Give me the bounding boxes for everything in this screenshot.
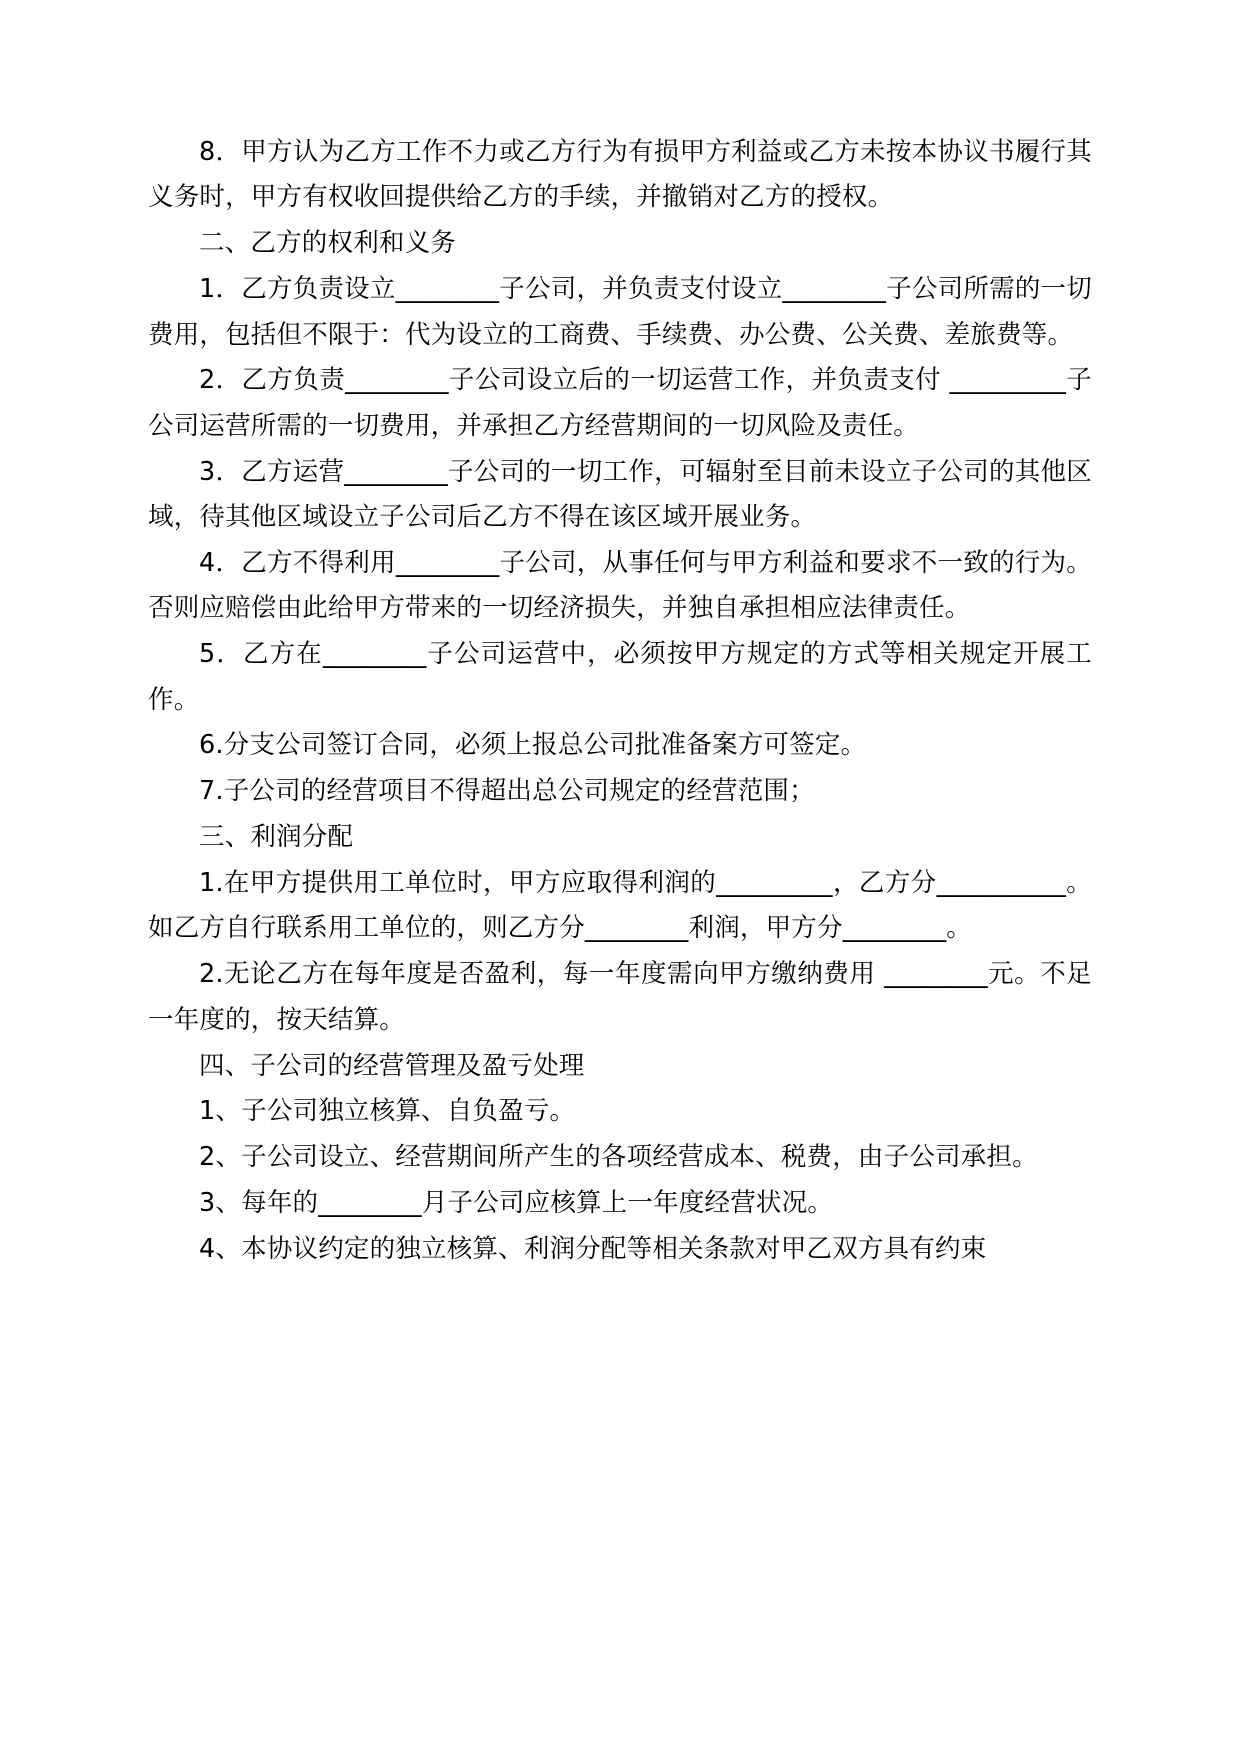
paragraph-section2-item4: 4．乙方不得利用________子公司，从事任何与甲方利益和要求不一致的行为。否则应赔偿由此给甲方带来的一切经济损失，并独自承担相应法律责任。 — [148, 547, 1092, 624]
paragraph-section4-item3: 3、每年的________月子公司应核算上一年度经营状况。 — [199, 1188, 834, 1219]
paragraph-section4-item2: 2、子公司设立、经营期间所产生的各项经营成本、税费，由子公司承担。 — [199, 1142, 1038, 1173]
paragraph-section2-item6: 6.分支公司签订合同，必须上报总公司批准备案方可签定。 — [199, 730, 867, 761]
paragraph-section2-item7: 7.子公司的经营项目不得超出总公司规定的经营范围； — [199, 776, 815, 807]
document-body — [148, 130, 1092, 1272]
paragraph-section-two-heading: 二、乙方的权利和义务 — [199, 228, 457, 259]
paragraph-section2-item5: 5．乙方在________子公司运营中，必须按甲方规定的方式等相关规定开展工作。 — [148, 639, 1092, 715]
paragraph-section2-item1: 1．乙方负责设立________子公司，并负责支付设立________子公司所需的一切费用，包括但不限于：代为设立的工商费、手续费、办公费、公关费、差旅费等。 — [148, 274, 1092, 350]
paragraph-section2-item2: 2．乙方负责________子公司设立后的一切运营工作，并负责支付 _________子公司运营所需的一切费用，并承担乙方经营期间的一切风险及责任。 — [148, 365, 1092, 441]
paragraph-section2-item3: 3．乙方运营________子公司的一切工作，可辐射至目前未设立子公司的其他区域，待其他区域设立子公司后乙方不得在该区域开展业务。 — [148, 456, 1092, 532]
paragraph-section4-item4: 4、本协议约定的独立核算、利润分配等相关条款对甲乙双方具有约束 — [199, 1234, 987, 1264]
paragraph-section-three-heading: 三、利润分配 — [199, 822, 354, 853]
paragraph-section3-item1: 1.在甲方提供用工单位时，甲方应取得利润的_________，乙方分__________。如乙方自行联系用工单位的，则乙方分________利润，甲方分________。 — [148, 868, 1092, 944]
paragraph-section4-item1: 1、子公司独立核算、自负盈亏。 — [199, 1096, 576, 1127]
paragraph-section3-item2: 2.无论乙方在每年度是否盈利，每一年度需向甲方缴纳费用 ________元。不足一年度的，按天结算。 — [148, 959, 1092, 1035]
paragraph-clause-8: 8．甲方认为乙方工作不力或乙方行为有损甲方利益或乙方未按本协议书履行其义务时，甲方有权收回提供给乙方的手续，并撤销对乙方的授权。 — [148, 137, 1092, 213]
paragraph-section-four-heading: 四、子公司的经营管理及盈亏处理 — [199, 1050, 585, 1081]
